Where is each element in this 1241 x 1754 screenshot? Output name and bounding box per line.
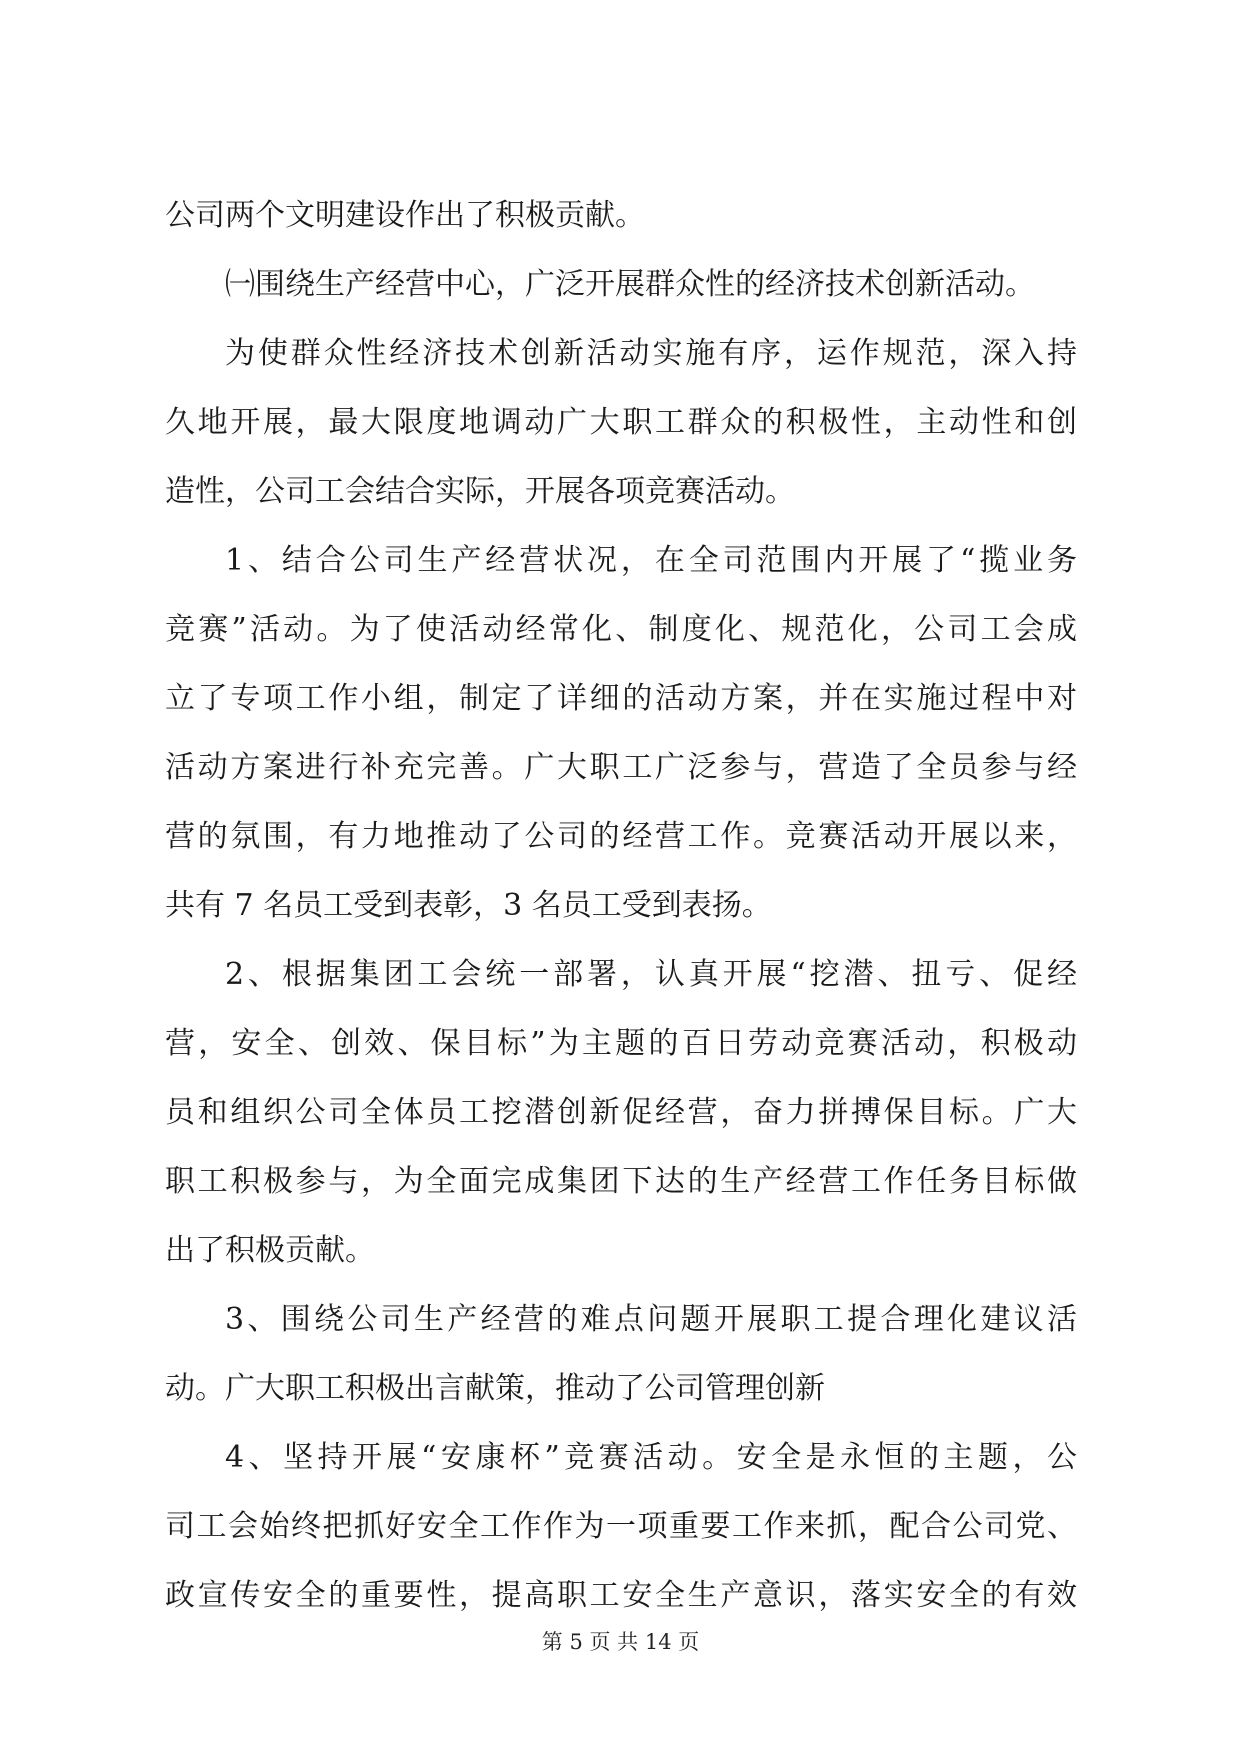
paragraph-line: 政宣传安全的重要性，提高职工安全生产意识，落实安全的有效 (165, 1578, 1077, 1613)
paragraph-line: 1、结合公司生产经营状况，在全司范围内开展了“揽业务 (225, 543, 1077, 578)
paragraph-line: 动。广大职工积极出言献策，推动了公司管理创新 (165, 1371, 825, 1406)
page-number-footer: 第 5 页 共 14 页 (541, 1630, 700, 1654)
section-heading: ㈠围绕生产经营中心，广泛开展群众性的经济技术创新活动。 (225, 267, 1035, 302)
paragraph-line: 公司两个文明建设作出了积极贡献。 (165, 198, 645, 233)
paragraph-line: 活动方案进行补充完善。广大职工广泛参与，营造了全员参与经 (165, 750, 1077, 785)
paragraph-line: 职工积极参与，为全面完成集团下达的生产经营工作任务目标做 (165, 1164, 1077, 1199)
paragraph-line: 员和组织公司全体员工挖潜创新促经营，奋力拼搏保目标。广大 (165, 1095, 1077, 1130)
paragraph-line: 久地开展，最大限度地调动广大职工群众的积极性，主动性和创 (165, 405, 1077, 440)
paragraph-line: 营，安全、创效、保目标”为主题的百日劳动竞赛活动，积极动 (165, 1026, 1077, 1061)
paragraph-line: 3、围绕公司生产经营的难点问题开展职工提合理化建议活 (225, 1302, 1077, 1337)
paragraph-line: 出了积极贡献。 (165, 1233, 375, 1268)
paragraph-line: 立了专项工作小组，制定了详细的活动方案，并在实施过程中对 (165, 681, 1077, 716)
paragraph-line: 造性，公司工会结合实际，开展各项竞赛活动。 (165, 474, 795, 509)
paragraph-line: 4、坚持开展“安康杯”竞赛活动。安全是永恒的主题，公 (225, 1440, 1077, 1475)
paragraph-line: 竞赛”活动。为了使活动经常化、制度化、规范化，公司工会成 (165, 612, 1077, 647)
paragraph-line: 司工会始终把抓好安全工作作为一项重要工作来抓，配合公司党、 (165, 1509, 1077, 1544)
paragraph-line: 2、根据集团工会统一部署，认真开展“挖潜、扭亏、促经 (225, 957, 1077, 992)
paragraph-line: 营的氛围，有力地推动了公司的经营工作。竞赛活动开展以来， (165, 819, 1077, 854)
paragraph-line: 为使群众性经济技术创新活动实施有序，运作规范，深入持 (225, 336, 1077, 371)
paragraph-line: 共有 7 名员工受到表彰，3 名员工受到表扬。 (165, 888, 772, 923)
